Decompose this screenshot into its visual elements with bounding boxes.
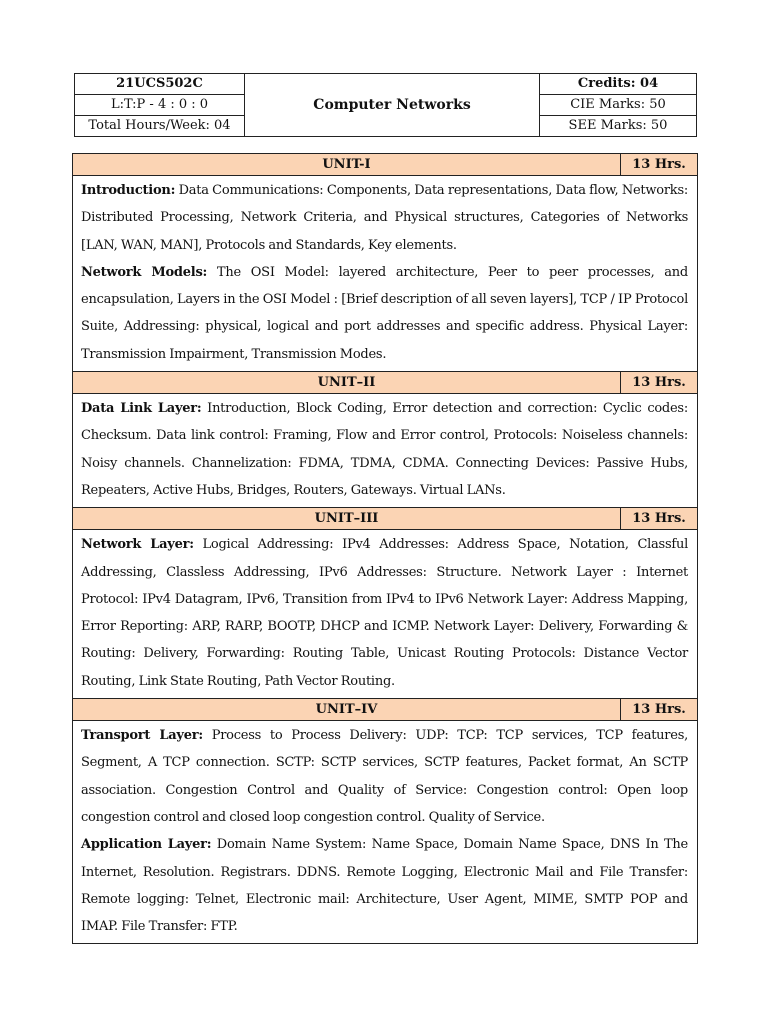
- topic-text: Introduction, Block Coding, Error detection and correction: Cyclic codes: Checksum. Data link control: Framing, Flow and Error control, Protocols: Noiseless channels: Noisy channels. Channelization: FDMA, TDMA, CDMA. Connecting Devices: Passive Hubs, Repeaters, Active Hubs, Bridges, Routers, Gateways. Virtual LANs.: [81, 401, 688, 498]
- unit-header-row: [73, 508, 698, 530]
- unit-header-row: [73, 372, 698, 394]
- topic-text: Logical Addressing: IPv4 Addresses: Address Space, Notation, Classful Addressing, Classless Addressing, IPv6 Addresses: Structure. Network Layer : Internet Protocol: IPv4 Datagram, IPv6, Transition from IPv4 to IPv6 Network Layer: Address Mapping, Error Reporting: ARP, RARP, BOOTP, DHCP and ICMP. Network Layer: Delivery, Forwarding & Routing: Delivery, Forwarding: Routing Table, Unicast Routing Protocols: Distance Vector Routing, Link State Routing, Path Vector Routing.: [81, 537, 688, 689]
- topic-paragraph: [81, 722, 688, 831]
- topic-paragraph: [81, 177, 688, 259]
- unit-hours: 13 Hrs.: [621, 154, 698, 176]
- unit-content-row: [73, 530, 698, 699]
- topic-paragraph: [81, 531, 688, 695]
- unit-title: UNIT–IV: [73, 699, 621, 721]
- unit-header-row: [73, 699, 698, 721]
- unit-content: [73, 176, 698, 372]
- unit-title: UNIT–III: [73, 508, 621, 530]
- unit-hours: 13 Hrs.: [621, 508, 698, 530]
- course-header-table: [74, 73, 697, 137]
- topic-heading: Network Layer:: [81, 537, 194, 553]
- ltp-ratio: L:T:P - 4 : 0 : 0: [75, 95, 245, 116]
- unit-title: UNIT-I: [73, 154, 621, 176]
- topic-heading: Data Link Layer:: [81, 401, 202, 417]
- unit-content: [73, 721, 698, 944]
- unit-hours: 13 Hrs.: [621, 372, 698, 394]
- unit-hours: 13 Hrs.: [621, 699, 698, 721]
- total-hours: Total Hours/Week: 04: [75, 116, 245, 137]
- syllabus-table: [72, 153, 698, 944]
- unit-content: [73, 530, 698, 699]
- unit-content-row: [73, 394, 698, 508]
- topic-text: The OSI Model: layered architecture, Peer to peer processes, and encapsulation, Layers in the OSI Model : [Brief description of all seven layers], TCP / IP Protocol Suite, Addressing: physical, logical and port addresses and specific address. Physical Layer: Transmission Impairment, Transmission Modes.: [81, 264, 688, 362]
- topic-heading: Introduction:: [81, 183, 176, 198]
- topic-text: Data Communications: Components, Data representations, Data flow, Networks: Distributed Processing, Network Criteria, and Physical structures, Categories of Networks [LAN, WAN, MAN], Protocols and Standards, Key elements.: [81, 183, 688, 253]
- see-marks: SEE Marks: 50: [540, 116, 697, 137]
- unit-header-row: [73, 154, 698, 176]
- unit-content: [73, 394, 698, 508]
- topic-paragraph: [81, 259, 688, 368]
- course-title: Computer Networks: [245, 74, 540, 137]
- topic-text: Domain Name System: Name Space, Domain Name Space, DNS In The Internet, Resolution. Registrars. DDNS. Remote Logging, Electronic Mail and File Transfer: Remote logging: Telnet, Electronic mail: Architecture, User Agent, MIME, SMTP POP and IMAP. File Transfer: FTP.: [81, 837, 688, 935]
- cie-marks: CIE Marks: 50: [540, 95, 697, 116]
- topic-paragraph: [81, 395, 688, 504]
- topic-heading: Transport Layer:: [81, 728, 203, 744]
- topic-heading: Application Layer:: [81, 837, 212, 853]
- credits: Credits: 04: [540, 74, 697, 95]
- unit-content-row: [73, 176, 698, 372]
- topic-heading: Network Models:: [81, 264, 208, 280]
- unit-content-row: [73, 721, 698, 944]
- unit-title: UNIT–II: [73, 372, 621, 394]
- topic-text: Process to Process Delivery: UDP: TCP: TCP services, TCP features, Segment, A TCP connection. SCTP: SCTP services, SCTP features, Packet format, An SCTP association. Congestion Control and Quality of Service: Congestion control: Open loop congestion control and closed loop congestion control. Quality of Service.: [81, 728, 688, 825]
- topic-paragraph: [81, 831, 688, 940]
- course-code: 21UCS502C: [75, 74, 245, 95]
